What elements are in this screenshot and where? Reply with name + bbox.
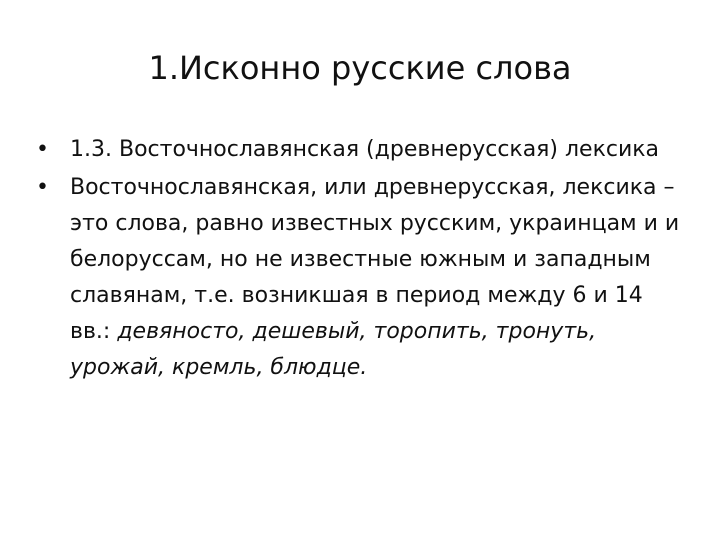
- bullet-text: 1.3. Восточнославянская (древнерусская) лексика: [70, 137, 660, 162]
- slide-title: 1.Исконно русские слова: [148, 49, 572, 87]
- bullet-icon: •: [36, 137, 49, 162]
- definition-text: Восточнославянская, или древнерусская, лексика – это слова, равно известных русским, украинцам и и белоруссам, но не известные южным и западным славянам, т.е. возникшая в период между 6 и 14 вв.:: [70, 175, 680, 344]
- example-words: девяносто, дешевый, торопить, тронуть, урожай, кремль, блюдце.: [70, 319, 597, 380]
- bullet-item: [36, 170, 688, 386]
- bullet-list: [36, 132, 688, 388]
- bullet-item: [36, 132, 688, 168]
- bullet-text: [70, 170, 688, 386]
- bullet-icon: •: [36, 175, 49, 200]
